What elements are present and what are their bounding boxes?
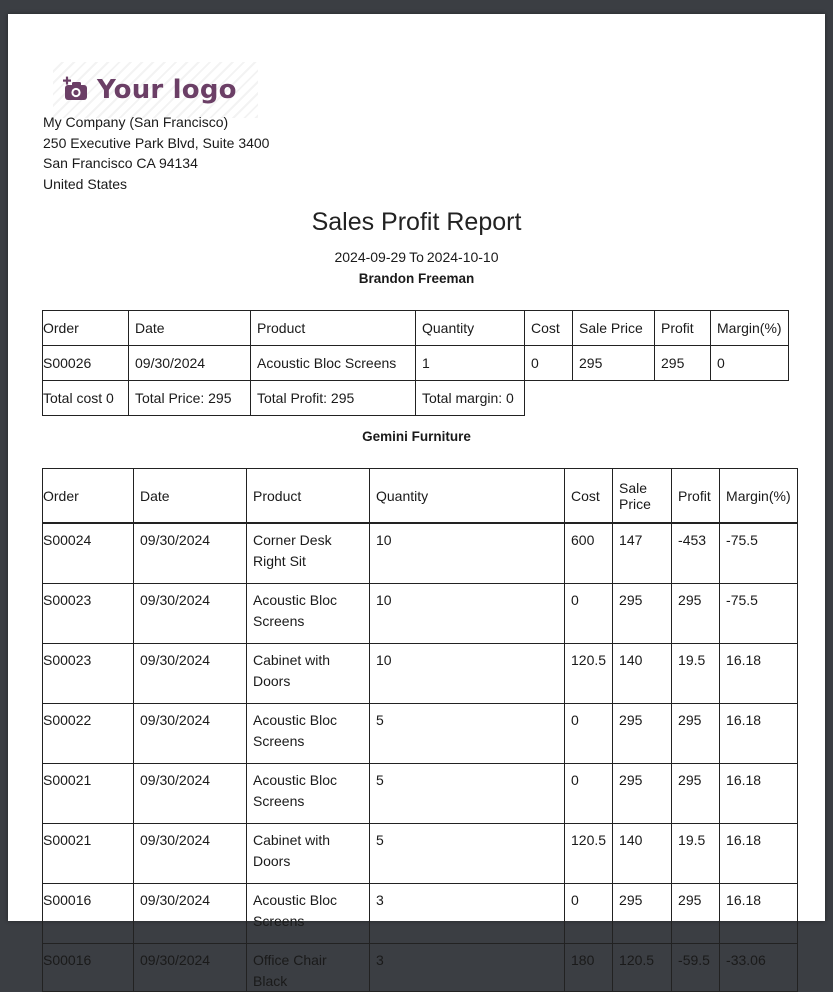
table-cell: Acoustic Bloc Screens	[247, 764, 370, 824]
header-cell: Profit	[655, 311, 711, 346]
date-to-word: To	[409, 249, 424, 265]
table-cell: -75.5	[720, 584, 798, 644]
table-cell: 120.5	[565, 644, 613, 704]
customer-sales-table	[42, 310, 789, 416]
table-cell: 16.18	[720, 764, 798, 824]
table-cell: -453	[672, 523, 720, 584]
company-country: United States	[43, 176, 128, 193]
table-cell: 16.18	[720, 824, 798, 884]
table-row	[43, 944, 798, 992]
report-title: Sales Profit Report	[311, 208, 522, 236]
viewer-top-bar	[0, 0, 833, 14]
customer-name: Brandon Freeman	[358, 271, 475, 286]
header-cell: Quantity	[370, 469, 565, 524]
report-page	[8, 14, 825, 989]
table-cell: 09/30/2024	[134, 884, 247, 944]
table-cell: 09/30/2024	[134, 523, 247, 584]
table-cell: Acoustic Bloc Screens	[247, 584, 370, 644]
header-cell: Cost	[525, 311, 573, 346]
company-city: San Francisco CA 94134	[43, 155, 198, 172]
table-cell: 1	[416, 346, 525, 381]
header-cell: Margin(%)	[720, 469, 798, 524]
table-cell: 10	[370, 523, 565, 584]
company-logo	[53, 62, 258, 118]
empty-cell	[525, 381, 573, 416]
table-cell: 120.5	[613, 944, 672, 992]
table-cell: 19.5	[672, 824, 720, 884]
table-cell: S00024	[43, 523, 134, 584]
table-cell: 3	[370, 944, 565, 992]
company-address	[43, 112, 269, 195]
table-cell: 5	[370, 704, 565, 764]
totals-row	[43, 381, 789, 416]
camera-plus-icon	[63, 77, 89, 103]
table-row	[43, 704, 798, 764]
table-cell: S00023	[43, 584, 134, 644]
date-to: 2024-10-10	[426, 249, 499, 265]
header-cell: Product	[251, 311, 416, 346]
table-cell: -75.5	[720, 523, 798, 584]
table-cell: S00021	[43, 824, 134, 884]
header-cell: Margin(%)	[711, 311, 789, 346]
header-cell: Cost	[565, 469, 613, 524]
company-street: 250 Executive Park Blvd, Suite 3400	[43, 134, 270, 151]
table-cell: 295	[672, 764, 720, 824]
header-cell: Order	[43, 311, 129, 346]
header-cell: Sale Price	[613, 469, 672, 524]
table-cell: S00016	[43, 884, 134, 944]
total-margin: Total margin: 0	[416, 381, 525, 416]
table-cell: 0	[565, 584, 613, 644]
table-cell: 09/30/2024	[134, 944, 247, 992]
table-cell: 16.18	[720, 644, 798, 704]
table-cell: 295	[613, 884, 672, 944]
table-cell: Acoustic Bloc Screens	[251, 346, 416, 381]
header-cell: Quantity	[416, 311, 525, 346]
table-row	[43, 523, 798, 584]
table-row	[43, 764, 798, 824]
report-date-range	[8, 249, 825, 265]
table-cell: 19.5	[672, 644, 720, 704]
table-cell: 295	[672, 884, 720, 944]
table-cell: 09/30/2024	[134, 704, 247, 764]
table-cell: 09/30/2024	[129, 346, 251, 381]
table-cell: 3	[370, 884, 565, 944]
customer-sales-table	[42, 468, 798, 992]
table-cell: 140	[613, 824, 672, 884]
table-cell: 0	[711, 346, 789, 381]
table-cell: 140	[613, 644, 672, 704]
empty-cell	[573, 381, 655, 416]
total-profit: Total Profit: 295	[251, 381, 416, 416]
header-cell: Product	[247, 469, 370, 524]
table-cell: 600	[565, 523, 613, 584]
table-cell: S00016	[43, 944, 134, 992]
table-cell: 5	[370, 764, 565, 824]
customer-name: Gemini Furniture	[362, 429, 471, 444]
logo-text: Your logo	[97, 75, 237, 105]
header-cell: Date	[129, 311, 251, 346]
table-row	[43, 346, 789, 381]
table-cell: S00026	[43, 346, 129, 381]
table-cell: Office Chair Black	[247, 944, 370, 992]
table-cell: 295	[672, 704, 720, 764]
header-cell: Sale Price	[573, 311, 655, 346]
table-cell: Corner Desk Right Sit	[247, 523, 370, 584]
company-name: My Company (San Francisco)	[43, 114, 229, 130]
table-cell: 0	[525, 346, 573, 381]
table-cell: S00023	[43, 644, 134, 704]
header-cell: Date	[134, 469, 247, 524]
table-header-row	[43, 311, 789, 346]
empty-cell	[655, 381, 711, 416]
table-cell: 0	[565, 884, 613, 944]
table-header-row	[43, 469, 798, 524]
table-cell: 09/30/2024	[134, 584, 247, 644]
table-cell: 295	[613, 584, 672, 644]
table-cell: 147	[613, 523, 672, 584]
table-cell: S00022	[43, 704, 134, 764]
table-cell: -59.5	[672, 944, 720, 992]
table-cell: 10	[370, 584, 565, 644]
table-row	[43, 884, 798, 944]
total-price: Total Price: 295	[129, 381, 251, 416]
table-cell: 0	[565, 704, 613, 764]
table-cell: 09/30/2024	[134, 824, 247, 884]
header-cell: Order	[43, 469, 134, 524]
table-cell: 09/30/2024	[134, 764, 247, 824]
empty-cell	[711, 381, 789, 416]
table-cell: 09/30/2024	[134, 644, 247, 704]
table-cell: 10	[370, 644, 565, 704]
date-from: 2024-09-29	[334, 249, 407, 265]
table-cell: 5	[370, 824, 565, 884]
table-row	[43, 644, 798, 704]
total-cost: Total cost 0	[43, 381, 129, 416]
table-cell: 295	[613, 704, 672, 764]
table-cell: 16.18	[720, 884, 798, 944]
table-cell: 120.5	[565, 824, 613, 884]
table-cell: 180	[565, 944, 613, 992]
table-cell: Acoustic Bloc Screens	[247, 704, 370, 764]
header-cell: Profit	[672, 469, 720, 524]
table-cell: 295	[672, 584, 720, 644]
table-cell: Acoustic Bloc Screens	[247, 884, 370, 944]
table-cell: S00021	[43, 764, 134, 824]
table-cell: -33.06	[720, 944, 798, 992]
table-row	[43, 584, 798, 644]
table-cell: Cabinet with Doors	[247, 824, 370, 884]
table-cell: 295	[573, 346, 655, 381]
table-cell: 16.18	[720, 704, 798, 764]
table-cell: 295	[655, 346, 711, 381]
table-cell: 0	[565, 764, 613, 824]
table-cell: Cabinet with Doors	[247, 644, 370, 704]
table-cell: 295	[613, 764, 672, 824]
table-row	[43, 824, 798, 884]
